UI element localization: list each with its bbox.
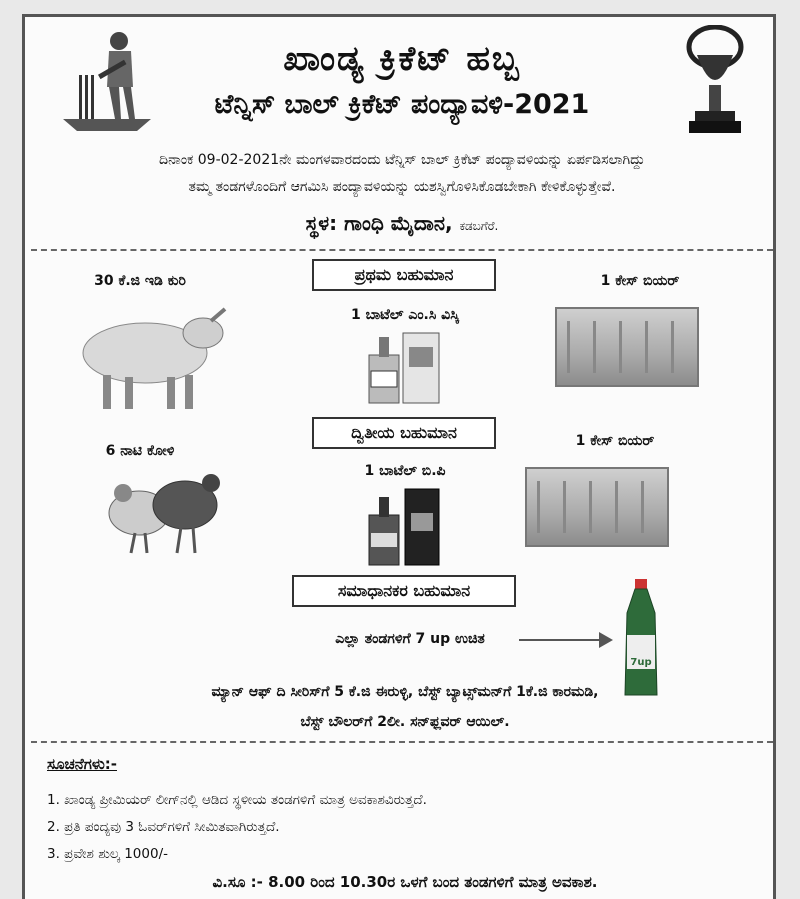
notes-title: ಸೂಚನೆಗಳು:- bbox=[47, 755, 117, 773]
whisky-bottle-icon bbox=[365, 327, 445, 407]
consolation-prize-item: ಎಲ್ಲಾ ತಂಡಗಳಿಗೆ 7 up ಉಚಿತ bbox=[335, 631, 485, 647]
time-note: ವಿ.ಸೂ :- 8.00 ರಿಂದ 10.30ರ ಒಳಗೆ ಬಂದ ತಂಡಗಳಿಗೆ ಮಾತ್ರ ಅವಕಾಶ. bbox=[212, 873, 598, 891]
first-prize-center-item: 1 ಬಾಟೆಲ್ ಎಂ.ಸಿ ವಿಸ್ಕಿ bbox=[351, 307, 459, 323]
awards-line-1: ಮ್ಯಾನ್ ಆಫ್ ದಿ ಸೀರಿಸ್‌ಗೆ 5 ಕೆ.ಜಿ ಈರುಳ್ಳಿ, ಬೆಸ್ಟ್ ಬ್ಯಾಟ್ಸ್‌ಮನ್‌ಗೆ 1ಕೆ.ಜಿ ಕಾರಮಡಿ, bbox=[211, 684, 599, 700]
note-item: 1. ಖಾಂಡ್ಯ ಪ್ರೀಮಿಯರ್ ಲೀಗ್‌ನಲ್ಲಿ ಆಡಿದ ಸ್ಥಳೀಯ ತಂಡಗಳಿಗೆ ಮಾತ್ರ ಅವಕಾಶವಿರುತ್ತದೆ. bbox=[47, 792, 427, 808]
intro-line-1: ದಿನಾಂಕ 09-02-2021ನೇ ಮಂಗಳವಾರದಂದು ಟೆನ್ನಿಸ್ ಬಾಲ್ ಕ್ರಿಕೆಟ್ ಪಂದ್ಯಾವಳಿಯನ್ನು ಏರ್ಪಡಿಸಲಾಗಿದ್ದು bbox=[159, 152, 645, 168]
note-item: 3. ಪ್ರವೇಶ ಶುಲ್ಕ 1000/- bbox=[47, 846, 168, 862]
poster-sheet bbox=[22, 14, 776, 899]
second-prize-center-item: 1 ಬಾಟೆಲ್ ಬಿ.ಪಿ bbox=[364, 463, 446, 479]
poster-title: ಖಾಂಡ್ಯ ಕ್ರಿಕೆಟ್ ಹಬ್ಬ bbox=[283, 39, 521, 79]
soda-brand-label: 7up bbox=[630, 657, 652, 668]
note-item: 2. ಪ್ರತಿ ಪಂದ್ಯವು 3 ಓವರ್‌ಗಳಿಗೆ ಸೀಮಿತವಾಗಿರುತ್ತದೆ. bbox=[47, 819, 280, 835]
consolation-prize-title: ಸಮಾಧಾನಕರ ಬಹುಮಾನ bbox=[292, 575, 516, 607]
hen-image-icon bbox=[99, 467, 229, 557]
intro-text bbox=[45, 147, 759, 201]
second-prize-right-item: 1 ಕೇಸ್ ಬಿಯರ್ bbox=[575, 433, 655, 449]
arrow-line bbox=[519, 639, 603, 641]
arrow-right-icon bbox=[599, 632, 613, 648]
goat-image-icon bbox=[75, 297, 235, 417]
venue-label: ಸ್ಥಳ: ಗಾಂಧಿ ಮೈದಾನ, bbox=[305, 211, 453, 235]
first-prize-title: ಪ್ರಥಮ ಬಹುಮಾನ bbox=[312, 259, 496, 291]
section-divider bbox=[31, 741, 773, 743]
second-prize-left-item: 6 ನಾಟಿ ಕೋಳಿ bbox=[105, 443, 175, 459]
beer-crate-icon bbox=[525, 467, 669, 547]
bp-bottle-icon bbox=[365, 485, 445, 569]
second-prize-title: ದ್ವಿತೀಯ ಬಹುಮಾನ bbox=[312, 417, 496, 449]
venue-town: ಕಡಬಗೆರೆ. bbox=[459, 219, 499, 233]
section-divider bbox=[31, 249, 773, 251]
poster-subtitle: ಟೆನ್ನಿಸ್ ಬಾಲ್ ಕ್ರಿಕೆಟ್ ಪಂದ್ಯಾವಳಿ-2021 bbox=[214, 89, 590, 120]
beer-crate-icon bbox=[555, 307, 699, 387]
first-prize-left-item: 30 ಕೆ.ಜಿ ಇಡಿ ಕುರಿ bbox=[94, 273, 186, 289]
first-prize-right-item: 1 ಕೇಸ್ ಬಿಯರ್ bbox=[600, 273, 680, 289]
intro-line-2: ತಮ್ಮ ತಂಡಗಳೊಂದಿಗೆ ಆಗಮಿಸಿ ಪಂದ್ಯಾವಳಿಯನ್ನು ಯಶಸ್ವಿಗೊಳಿಸಿಕೊಡಬೇಕಾಗಿ ಕೇಳಿಕೊಳ್ಳುತ್ತೇವೆ. bbox=[188, 179, 616, 195]
venue-line bbox=[25, 211, 779, 235]
awards-line-2: ಬೆಸ್ಟ್ ಬೌಲರ್‌ಗೆ 2ಲೀ. ಸನ್‌ಫ್ಲವರ್ ಆಯಿಲ್. bbox=[300, 714, 510, 730]
notes-list bbox=[47, 787, 747, 868]
awards-text bbox=[55, 677, 755, 737]
